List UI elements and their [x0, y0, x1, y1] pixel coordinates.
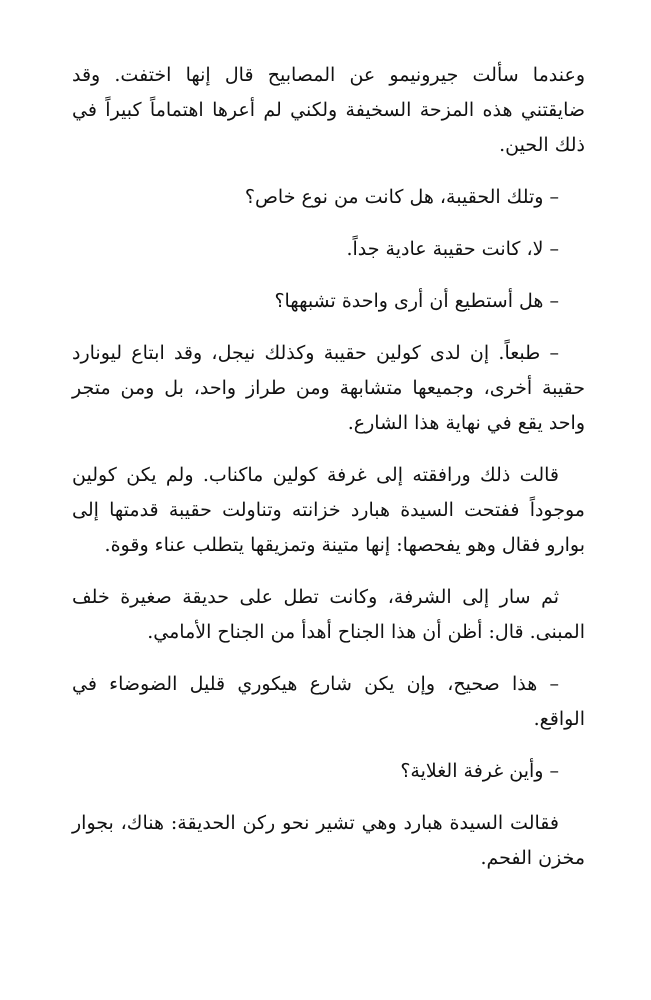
paragraph-dialogue: – لا، كانت حقيبة عادية جداً. — [346, 238, 559, 260]
paragraph-dialogue: – وتلك الحقيبة، هل كانت من نوع خاص؟ — [244, 186, 559, 208]
paragraph-narration: فقالت السيدة هبارد وهي تشير نحو ركن الحديقة: هناك، بجوار مخزن الفحم. — [72, 812, 585, 869]
paragraph-narration: ثم سار إلى الشرفة، وكانت تطل على حديقة صغيرة خلف المبنى. قال: أظن أن هذا الجناح أهدأ من الجناح الأمامي. — [72, 586, 585, 643]
paragraph-dialogue: – هل أستطيع أن أرى واحدة تشبهها؟ — [274, 290, 559, 312]
paragraph-narration: قالت ذلك ورافقته إلى غرفة كولين ماكناب. ولم يكن كولين موجوداً ففتحت السيدة هبارد خزانته وتناولت حقيبة قدمتها إلى بوارو فقال وهو يفحصها: إنها متينة وتمزيقها يتطلب عناء وقوة. — [72, 464, 585, 556]
paragraph-dialogue: – وأين غرفة الغلاية؟ — [400, 760, 559, 782]
paragraph-narration: وعندما سألت جيرونيمو عن المصابيح قال إنها اختفت. وقد ضايقتني هذه المزحة السخيفة ولكني لم أعرها اهتماماً كبيراً في ذلك الحين. — [72, 64, 585, 156]
paragraph-dialogue: – طبعاً. إن لدى كولين حقيبة وكذلك نيجل، وقد ابتاع ليونارد حقيبة أخرى، وجميعها متشابهة ومن طراز واحد، بل ومن متجر واحد يقع في نهاية هذا الشارع. — [72, 342, 585, 434]
paragraph-dialogue: – هذا صحيح، وإن يكن شارع هيكوري قليل الضوضاء في الواقع. — [72, 673, 585, 730]
